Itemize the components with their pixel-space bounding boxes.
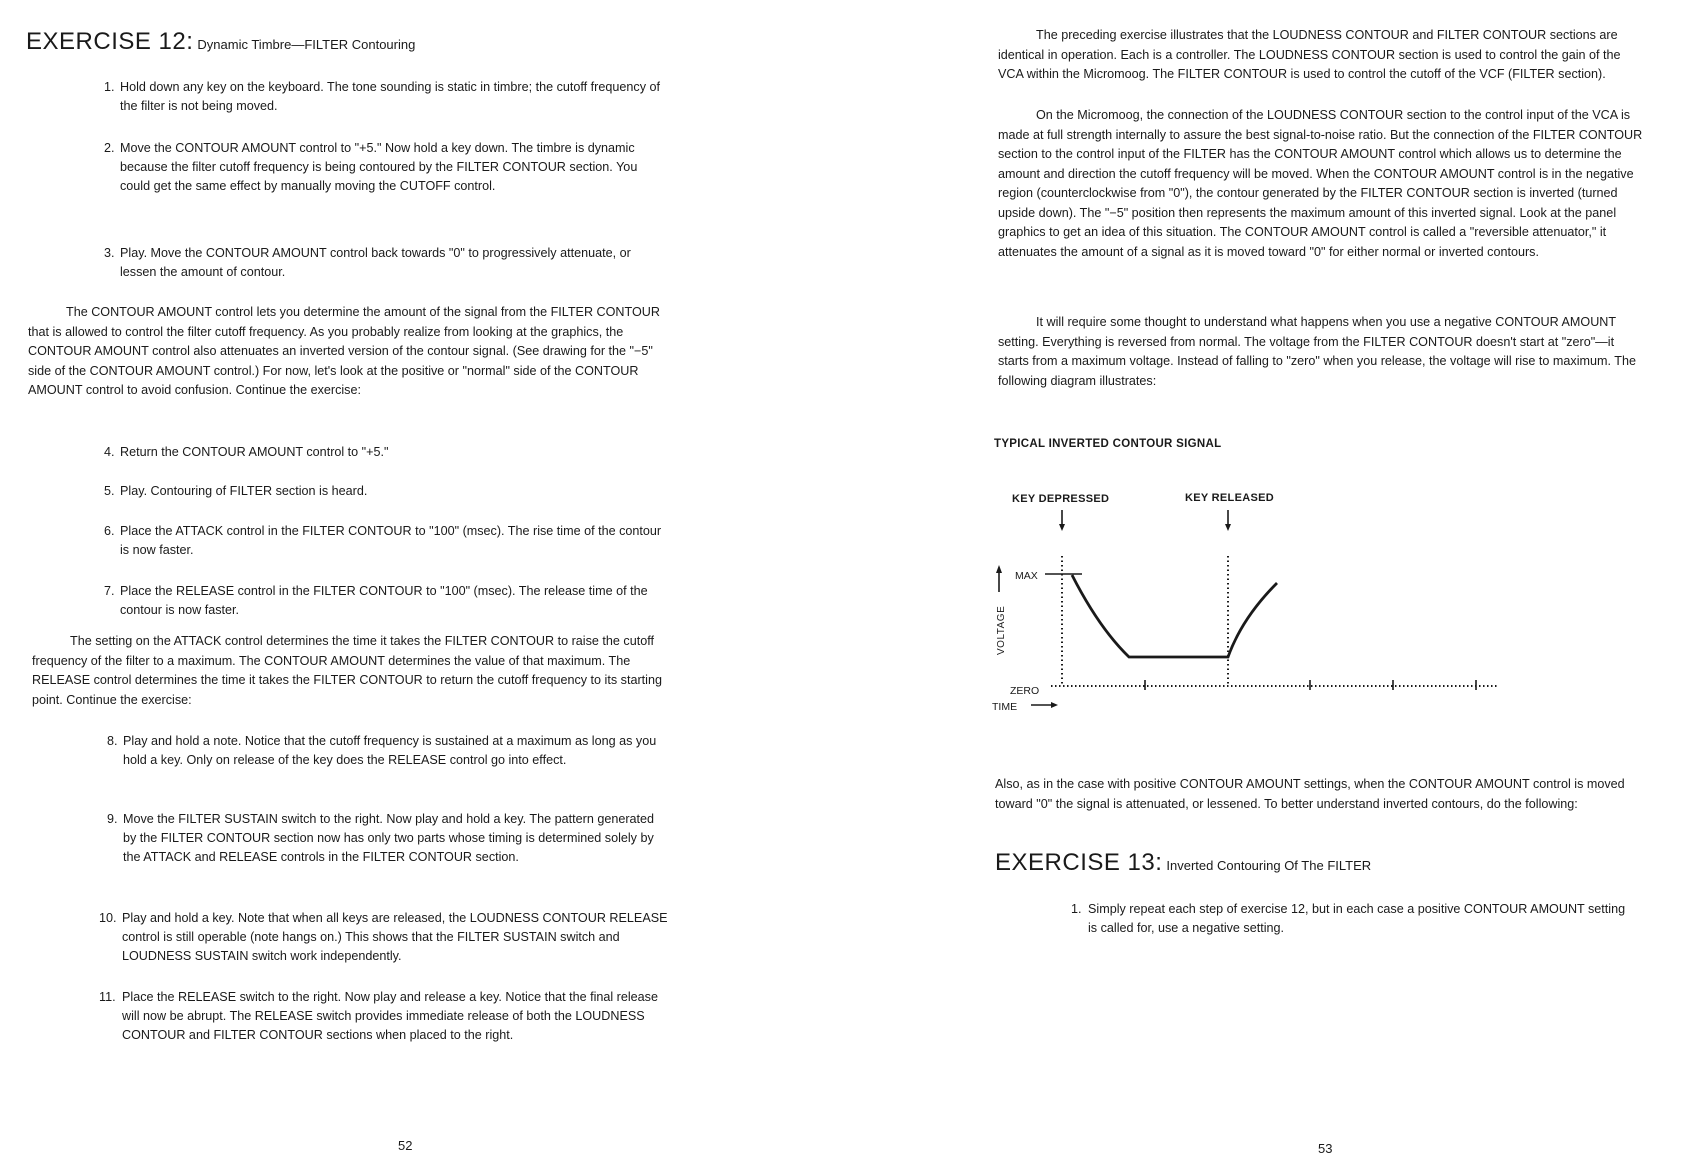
max-label: MAX: [1015, 570, 1038, 582]
step-6: [104, 522, 664, 560]
step-text: Move the FILTER SUSTAIN switch to the right. Now play and hold a key. The pattern generated by the FILTER CONTOUR section now has only two parts whose timing is determined solely by the ATTACK and RELEASE controls in the FILTER CONTOUR section.: [123, 812, 655, 864]
figure-title: TYPICAL INVERTED CONTOUR SIGNAL: [994, 438, 1222, 450]
step-2: [104, 139, 664, 196]
paragraph-text: The setting on the ATTACK control determines the time it takes the FILTER CONTOUR to raise the cutoff frequency of the filter to a maximum. The CONTOUR AMOUNT determines the value of that maximum. The RELEASE control determines the time it takes the FILTER CONTOUR to return the cutoff frequency to its starting point. Continue the exercise:: [32, 634, 662, 707]
time-label: TIME: [992, 701, 1018, 713]
step-number: 2.: [104, 141, 115, 155]
paragraph-attenuation: [995, 775, 1645, 814]
zero-label: ZERO: [1010, 685, 1040, 697]
step-number: 5.: [104, 484, 115, 498]
exercise-12-title: EXERCISE 12:: [26, 28, 194, 55]
paragraph-text: The preceding exercise illustrates that the LOUDNESS CONTOUR and FILTER CONTOUR sections are identical in operation. Each is a controller. The LOUDNESS CONTOUR section is used to control the gain of the VCA within the Micromoog. The FILTER CONTOUR is used to control the cutoff of the VCF (FILTER section).: [998, 28, 1621, 81]
step-3: [104, 244, 664, 282]
paragraph-text: On the Micromoog, the connection of the LOUDNESS CONTOUR section to the control input of the VCA is made at full strength internally to assure the best signal-to-noise ratio. But the connection of the FILTER CONTOUR section to the control input of the FILTER has the CONTOUR AMOUNT control which allows us to determine the amount and direction the cutoff frequency will be moved. When the CONTOUR AMOUNT control is in the negative region (counterclockwise from "0"), the contour generated by the FILTER CONTOUR section is inverted (turned upside down). The "−5" position then represents the maximum amount of this inverted signal. Look at the panel graphics to get an idea of this situation. The CONTOUR AMOUNT control is called a "reversible attenuator," it attenuates the amount of a signal as it is moved toward "0" for either normal or inverted contours.: [998, 108, 1643, 259]
exercise-13-step-1: [1071, 900, 1631, 938]
step-text: Hold down any key on the keyboard. The tone sounding is static in timbre; the cutoff frequency of the filter is not being moved.: [120, 80, 660, 113]
exercise-12-subtitle: Dynamic Timbre—FILTER Contouring: [197, 37, 416, 52]
step-text: Play. Move the CONTOUR AMOUNT control back towards "0" to progressively attenuate, or lessen the amount of contour.: [120, 246, 631, 279]
step-text: Play and hold a key. Note that when all keys are released, the LOUDNESS CONTOUR RELEASE control is still operable (note hangs on.) This shows that the FILTER SUSTAIN switch and LOUDNESS SUSTAIN switch work independently.: [122, 911, 668, 963]
step-text: Place the RELEASE switch to the right. Now play and release a key. Notice that the final release will now be abrupt. The RELEASE switch provides immediate release of both the LOUDNESS CONTOUR and FILTER CONTOUR sections when placed to the right.: [122, 990, 658, 1042]
right-page: [847, 0, 1694, 1160]
step-1: [104, 78, 664, 116]
page-number-left: 52: [398, 1138, 413, 1153]
page-number-right: 53: [1318, 1141, 1333, 1156]
contour-diagram: [847, 0, 1694, 1160]
step-text: Play and hold a note. Notice that the cutoff frequency is sustained at a maximum as long as you hold a key. Only on release of the key does the RELEASE control go into effect.: [123, 734, 657, 767]
paragraph-contour-amount: [28, 303, 673, 401]
step-text: Play. Contouring of FILTER section is heard.: [120, 484, 368, 498]
key-depressed-arrow: [1059, 510, 1065, 531]
step-10: [99, 909, 669, 966]
step-number: 10.: [99, 911, 117, 925]
step-text: Place the RELEASE control in the FILTER CONTOUR to "100" (msec). The release time of the contour is now faster.: [120, 584, 648, 617]
time-axis-arrow: [1031, 702, 1058, 708]
key-released-label: KEY RELEASED: [1185, 492, 1274, 504]
exercise-13-heading: [995, 849, 1371, 877]
step-4: [104, 443, 664, 462]
step-7: [104, 582, 664, 620]
step-number: 9.: [107, 812, 118, 826]
step-number: 3.: [104, 246, 115, 260]
step-8: [107, 732, 667, 770]
paragraph-text: The CONTOUR AMOUNT control lets you determine the amount of the signal from the FILTER CONTOUR that is allowed to control the filter cutoff frequency. As you probably realize from looking at the graphics, the CONTOUR AMOUNT control also attenuates an inverted version of the contour signal. (See drawing for the "−5" side of the CONTOUR AMOUNT control.) For now, let's look at the positive or "normal" side of the CONTOUR AMOUNT control to avoid confusion. Continue the exercise:: [28, 305, 660, 397]
step-number: 6.: [104, 524, 115, 538]
step-9: [107, 810, 667, 867]
exercise-13-title: EXERCISE 13:: [995, 849, 1163, 876]
step-text: Return the CONTOUR AMOUNT control to "+5.": [120, 445, 389, 459]
step-number: 7.: [104, 584, 115, 598]
key-depressed-label: KEY DEPRESSED: [1012, 493, 1110, 505]
step-text: Move the CONTOUR AMOUNT control to "+5." Now hold a key down. The timbre is dynamic because the filter cutoff frequency is being contoured by the FILTER CONTOUR section. You could get the same effect by manually moving the CUTOFF control.: [120, 141, 638, 193]
step-number: 1.: [104, 80, 115, 94]
step-number: 8.: [107, 734, 118, 748]
paragraph-text: It will require some thought to understand what happens when you use a negative CONTOUR AMOUNT setting. Everything is reversed from normal. The voltage from the FILTER CONTOUR doesn't start at "zero"—it starts from a maximum voltage. Instead of falling to "zero" when you release, the voltage will rise to maximum. The following diagram illustrates:: [998, 315, 1636, 388]
step-11: [99, 988, 669, 1045]
exercise-13-subtitle: Inverted Contouring Of The FILTER: [1166, 858, 1372, 873]
paragraph-attack-release: [32, 632, 672, 710]
voltage-label: VOLTAGE: [996, 605, 1007, 655]
step-number: 1.: [1071, 902, 1082, 916]
step-text: Place the ATTACK control in the FILTER CONTOUR to "100" (msec). The rise time of the contour is now faster.: [120, 524, 662, 557]
step-text: Simply repeat each step of exercise 12, but in each case a positive CONTOUR AMOUNT setting is called for, use a negative setting.: [1088, 902, 1626, 935]
step-number: 4.: [104, 445, 115, 459]
inverted-contour-curve: [1072, 575, 1277, 657]
paragraph-text: Also, as in the case with positive CONTOUR AMOUNT settings, when the CONTOUR AMOUNT control is moved toward "0" the signal is attenuated, or lessened. To better understand inverted contours, do the following:: [995, 777, 1625, 811]
voltage-axis-arrow: [996, 565, 1002, 592]
step-5: [104, 482, 664, 501]
exercise-12-heading: [26, 28, 415, 56]
step-number: 11.: [99, 990, 116, 1004]
time-ticks: [1145, 680, 1476, 690]
key-released-arrow: [1225, 510, 1231, 531]
